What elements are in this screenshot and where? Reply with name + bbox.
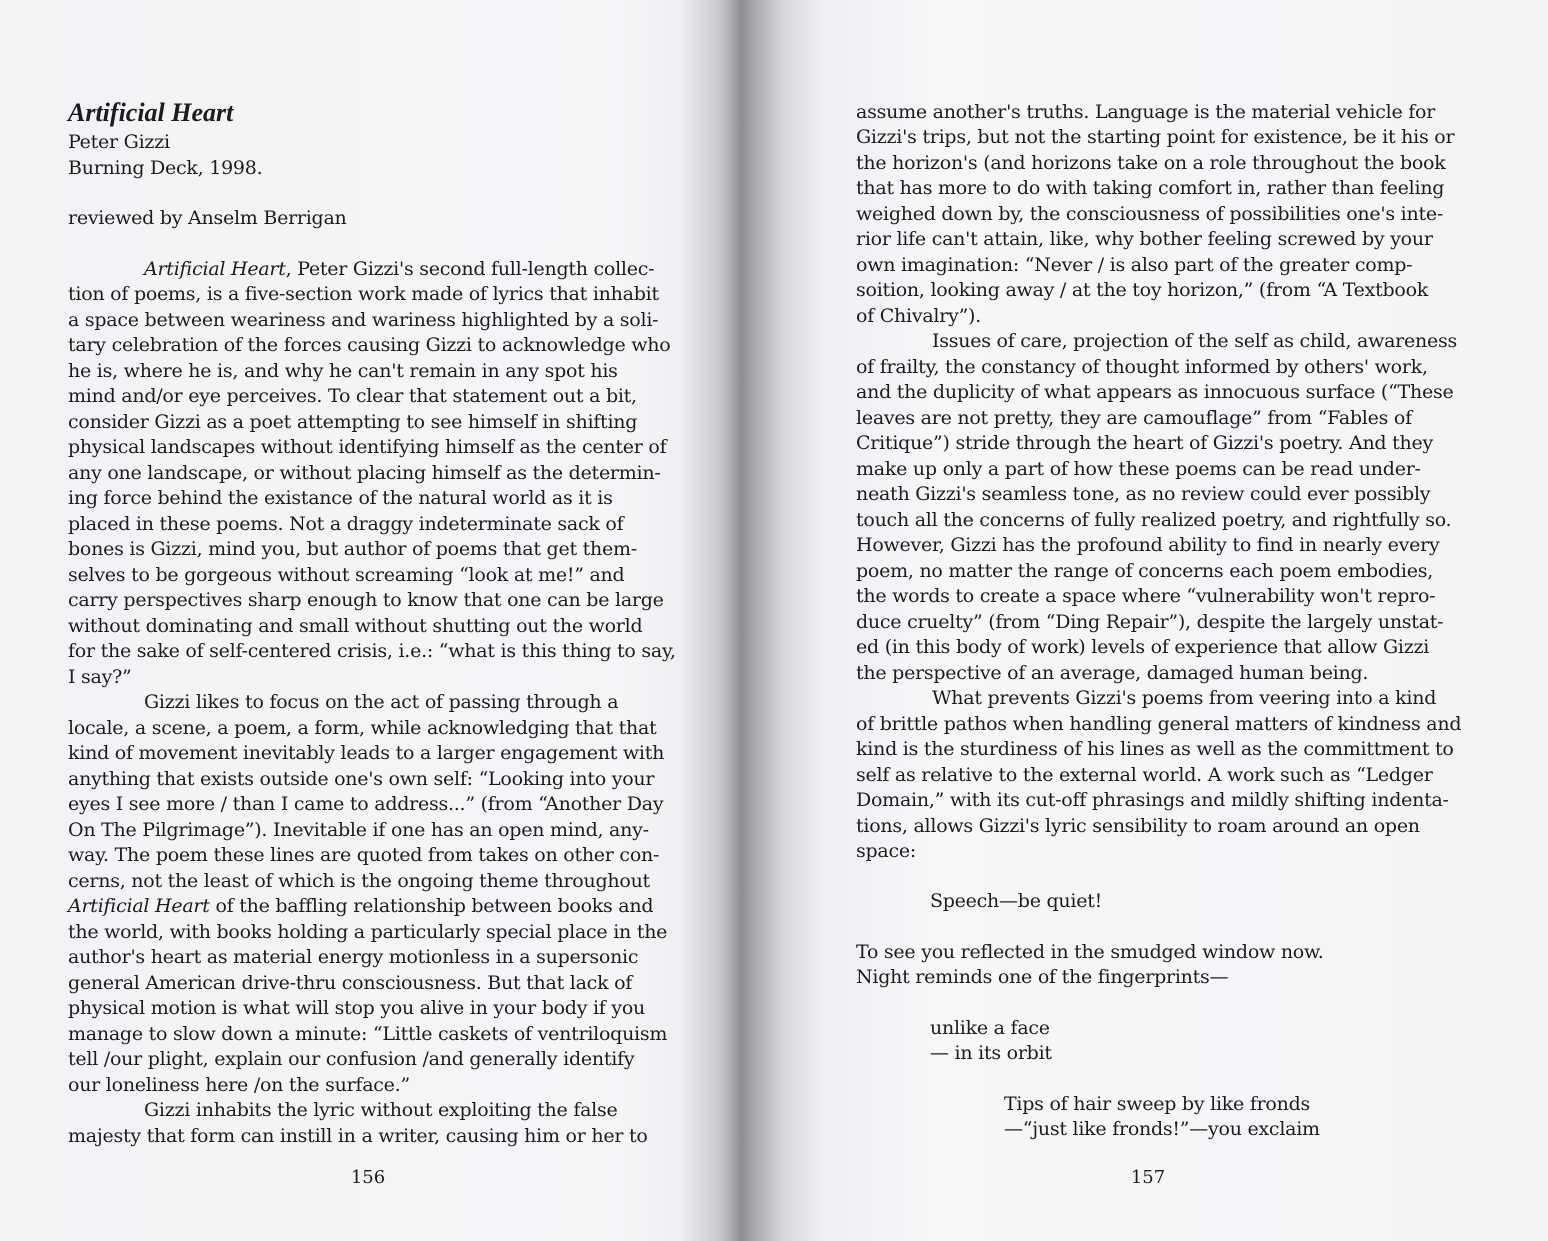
book-title-italic: Artificial Heart	[144, 258, 286, 280]
body-line: a space between weariness and wariness highlighted by a soli-	[68, 309, 659, 331]
body-line: carry perspectives sharp enough to know that one can be large	[68, 589, 664, 611]
body-line: our loneliness here /on the surface.”	[68, 1074, 410, 1096]
body-line: the world, with books holding a particularly special place in the	[68, 921, 668, 943]
body-line: poem, no matter the range of concerns each poem embodies,	[856, 560, 1433, 582]
body-line: ed (in this body of work) levels of experience that allow Gizzi	[856, 636, 1430, 658]
page-number: 156	[350, 1167, 386, 1188]
left-page	[68, 0, 676, 1241]
body-line-rest: , Peter Gizzi's second full-length collec-	[285, 258, 655, 280]
body-line: weighed down by, the consciousness of possibilities one's inte-	[856, 203, 1444, 225]
right-page	[856, 0, 1462, 1241]
body-line	[68, 894, 653, 918]
body-line: Gizzi inhabits the lyric without exploiting the false	[144, 1099, 618, 1121]
body-line: rior life can't attain, like, why bother feeling screwed by your	[856, 228, 1433, 250]
body-line: of brittle pathos when handling general matters of kindness and	[856, 713, 1462, 735]
poem-line: To see you reflected in the smudged window now.	[856, 941, 1324, 963]
body-line: On The Pilgrimage”). Inevitable if one has an open mind, any-	[68, 819, 649, 841]
body-line: cerns, not the least of which is the ongoing theme throughout	[68, 870, 650, 892]
body-line: way. The poem these lines are quoted from takes on other con-	[68, 844, 660, 866]
body-line	[144, 257, 654, 281]
book-author: Peter Gizzi	[68, 131, 170, 153]
body-line: touch all the concerns of fully realized poetry, and rightfully so.	[856, 509, 1452, 531]
page-number: 157	[1130, 1167, 1166, 1188]
body-line: eyes I see more / than I came to address...” (from “Another Day	[68, 793, 664, 815]
body-line: consider Gizzi as a poet attempting to see himself in shifting	[68, 411, 638, 433]
poem-line: — in its orbit	[930, 1042, 1052, 1064]
body-line: author's heart as material energy motionless in a supersonic	[68, 946, 639, 968]
body-line: own imagination: “Never / is also part of the greater comp-	[856, 254, 1413, 276]
body-line: leaves are not pretty, they are camouflage” from “Fables of	[856, 407, 1412, 429]
body-line: Issues of care, projection of the self as child, awareness	[932, 330, 1457, 352]
body-line: I say?”	[68, 666, 132, 688]
body-line: duce cruelty” (from “Ding Repair”), despite the largely unstat-	[856, 611, 1444, 633]
poem-line: Night reminds one of the fingerprints—	[856, 966, 1229, 988]
body-line: mind and/or eye perceives. To clear that statement out a bit,	[68, 385, 637, 407]
body-line: tion of poems, is a five-section work made of lyrics that inhabit	[68, 283, 659, 305]
poem-line: unlike a face	[930, 1017, 1050, 1039]
body-line: kind is the sturdiness of his lines as well as the committment to	[856, 738, 1454, 760]
body-line: the words to create a space where “vulnerability won't repro-	[856, 585, 1436, 607]
body-line: tary celebration of the forces causing Gizzi to acknowledge who	[68, 334, 671, 356]
body-line: physical landscapes without identifying himself as the center of	[68, 436, 667, 458]
body-line: Critique”) stride through the heart of Gizzi's poetry. And they	[856, 432, 1433, 454]
body-line: that has more to do with taking comfort in, rather than feeling	[856, 177, 1445, 199]
body-line: However, Gizzi has the profound ability to find in nearly every	[856, 534, 1440, 556]
poem-line: Speech—be quiet!	[930, 890, 1102, 912]
body-line: majesty that form can instill in a writer, causing him or her to	[68, 1125, 648, 1147]
body-line: Gizzi's trips, but not the starting point for existence, be it his or	[856, 126, 1455, 148]
body-line: kind of movement inevitably leads to a larger engagement with	[68, 742, 665, 764]
body-line: make up only a part of how these poems can be read under-	[856, 458, 1421, 480]
body-line: bones is Gizzi, mind you, but author of poems that get them-	[68, 538, 637, 560]
body-line: any one landscape, or without placing himself as the determin-	[68, 462, 661, 484]
body-line: Gizzi likes to focus on the act of passing through a	[144, 691, 619, 713]
body-line: physical motion is what will stop you alive in your body if you	[68, 997, 646, 1019]
body-line: for the sake of self-centered crisis, i.e.: “what is this thing to say,	[68, 640, 676, 662]
body-line: What prevents Gizzi's poems from veering into a kind	[932, 687, 1437, 709]
poem-line: —“just like fronds!”—you exclaim	[1004, 1118, 1320, 1140]
book-title-italic: Artificial Heart	[68, 895, 210, 917]
body-line: the perspective of an average, damaged human being.	[856, 662, 1369, 684]
body-line: tell /our plight, explain our confusion /and generally identify	[68, 1048, 635, 1070]
body-line: and the duplicity of what appears as innocuous surface (“These	[856, 381, 1454, 403]
body-line: of frailty, the constancy of thought informed by others' work,	[856, 356, 1428, 378]
book-publisher: Burning Deck, 1998.	[68, 157, 263, 179]
body-line: locale, a scene, a poem, a form, while acknowledging that that	[68, 717, 657, 739]
body-line: tions, allows Gizzi's lyric sensibility to roam around an open	[856, 815, 1420, 837]
review-title: Artificial Heart	[68, 98, 234, 127]
body-line: placed in these poems. Not a draggy indeterminate sack of	[68, 513, 624, 535]
body-line: anything that exists outside one's own self: “Looking into your	[68, 768, 655, 790]
body-line: without dominating and small without shutting out the world	[68, 615, 643, 637]
body-line: neath Gizzi's seamless tone, as no review could ever possibly	[856, 483, 1431, 505]
body-line: of Chivalry”).	[856, 305, 981, 327]
body-line-rest: of the baffling relationship between books and	[209, 895, 654, 917]
body-line: self as relative to the external world. A work such as “Ledger	[856, 764, 1433, 786]
poem-line: Tips of hair sweep by like fronds	[1004, 1093, 1311, 1115]
body-line: space:	[856, 840, 917, 862]
body-line: the horizon's (and horizons take on a role throughout the book	[856, 152, 1446, 174]
body-line: assume another's truths. Language is the material vehicle for	[856, 101, 1436, 123]
body-line: ing force behind the existance of the natural world as it is	[68, 487, 613, 509]
body-line: selves to be gorgeous without screaming “look at me!” and	[68, 564, 625, 586]
body-line: he is, where he is, and why he can't remain in any spot his	[68, 360, 618, 382]
body-line: soition, looking away / at the toy horizon,” (from “A Textbook	[856, 279, 1429, 301]
body-line: general American drive-thru consciousness. But that lack of	[68, 972, 633, 994]
body-line: Domain,” with its cut-off phrasings and mildly shifting indenta-	[856, 789, 1449, 811]
reviewer-credit: reviewed by Anselm Berrigan	[68, 207, 347, 229]
body-line: manage to slow down a minute: “Little caskets of ventriloquism	[68, 1023, 668, 1045]
